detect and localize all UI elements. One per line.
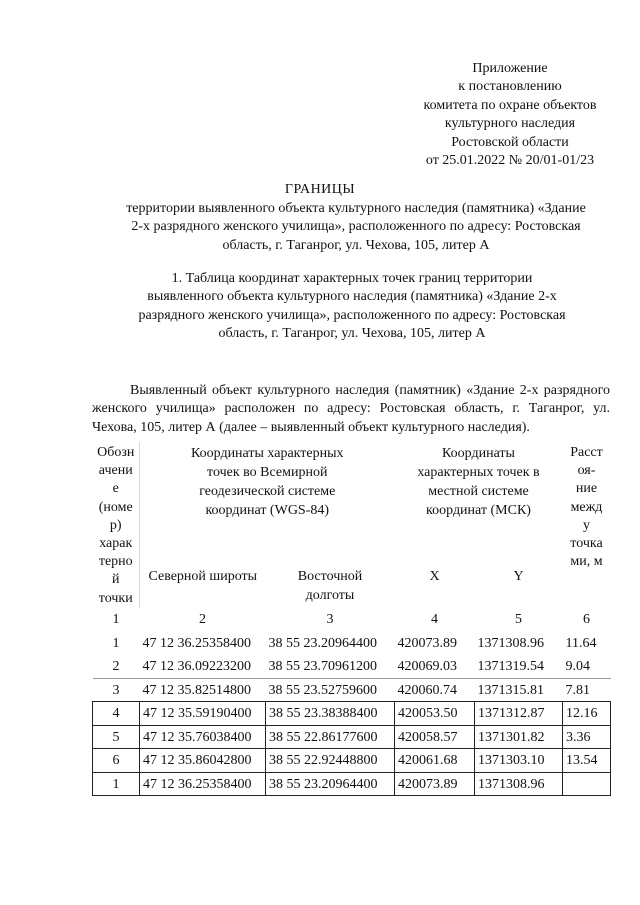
- appendix-block: [392, 60, 628, 170]
- header-msk: Координаты характерных точек в местной системе координат (МСК): [417, 446, 540, 518]
- subheading-line: 2-х разрядного женского училища», расположенного по адресу: Ростовская: [131, 219, 581, 235]
- header-distance: Расст оя- ние межд у точка ми, м: [570, 445, 603, 570]
- table-title-line: выявленного объекта культурного наследия (памятника) «Здание 2-х: [147, 289, 557, 305]
- table-row: 4 47 12 35.59190400 38 55 23.38388400 420053.50 1371312.87 12.16: [93, 702, 611, 726]
- table-title-line: область, г. Таганрог, ул. Чехова, 105, литер А: [218, 326, 486, 342]
- table-title-line: разрядного женского училища», расположенного по адресу: Ростовская: [138, 307, 566, 323]
- col-number: 3: [326, 612, 334, 628]
- table-subheader-row: [93, 567, 611, 608]
- table-row: 5 47 12 35.76038400 38 55 22.86177600 420058.57 1371301.82 3.36: [93, 725, 611, 749]
- appendix-line: Приложение: [472, 61, 548, 76]
- header-east: Восточной долготы: [297, 568, 363, 603]
- header-north: Северной широты: [140, 567, 266, 608]
- col-number: 6: [583, 612, 590, 628]
- table-row: 1 47 12 36.25358400 38 55 23.20964400 420073.89 1371308.96 11.64: [112, 635, 597, 651]
- document-heading: ГРАНИЦЫ: [284, 182, 356, 197]
- appendix-line: Ростовской области: [451, 134, 569, 150]
- document-subheading: [92, 200, 620, 255]
- paragraph-text: Выявленный объект культурного наследия (памятник) «Здание 2-х разрядного женского училища» расположен по адресу: Ростовская область, г. Таганрог, ул. Чехова, 105, литер А (далее – выявленный объект культурного наследия).: [92, 383, 610, 435]
- table-row: 1 47 12 36.25358400 38 55 23.20964400 420073.89 1371308.96: [93, 772, 611, 796]
- appendix-line: от 25.01.2022 № 20/01-01/23: [425, 153, 595, 169]
- header-wgs: Координаты характерных точек во Всемирной геодезической системе координат (WGS-84): [140, 442, 395, 567]
- table-title-line: 1. Таблица координат характерных точек границ территории: [171, 271, 533, 286]
- col-number: 4: [431, 612, 438, 628]
- col-number: 1: [112, 612, 120, 628]
- description-paragraph: [92, 382, 610, 437]
- col-number: 5: [515, 612, 522, 628]
- header-point-code: Обозн ачени е (номе р) харак терно й точки: [97, 445, 135, 606]
- col-number: 2: [199, 612, 206, 628]
- subheading-line: область, г. Таганрог, ул. Чехова, 105, литер А: [222, 237, 490, 253]
- appendix-line: культурного наследия: [444, 116, 576, 132]
- table-title: [108, 270, 596, 344]
- header-x: X: [429, 568, 440, 584]
- table-row: 6 47 12 35.86042800 38 55 22.92448800 420061.68 1371303.10 13.54: [93, 749, 611, 773]
- table-row: 2 47 12 36.09223200 38 55 23.70961200 420069.03 1371319.54 9.04: [112, 658, 590, 674]
- column-number-row: [93, 608, 611, 632]
- subheading-line: территории выявленного объекта культурного наследия (памятника) «Здание: [126, 201, 586, 216]
- appendix-line: комитета по охране объектов: [423, 97, 597, 113]
- header-y: Y: [513, 568, 524, 584]
- table-header-row: [93, 442, 611, 567]
- coordinates-table: [92, 442, 611, 796]
- table-row: 3 47 12 35.82514800 38 55 23.52759600 420060.74 1371315.81 7.81: [93, 678, 611, 702]
- appendix-line: к постановлению: [458, 79, 562, 95]
